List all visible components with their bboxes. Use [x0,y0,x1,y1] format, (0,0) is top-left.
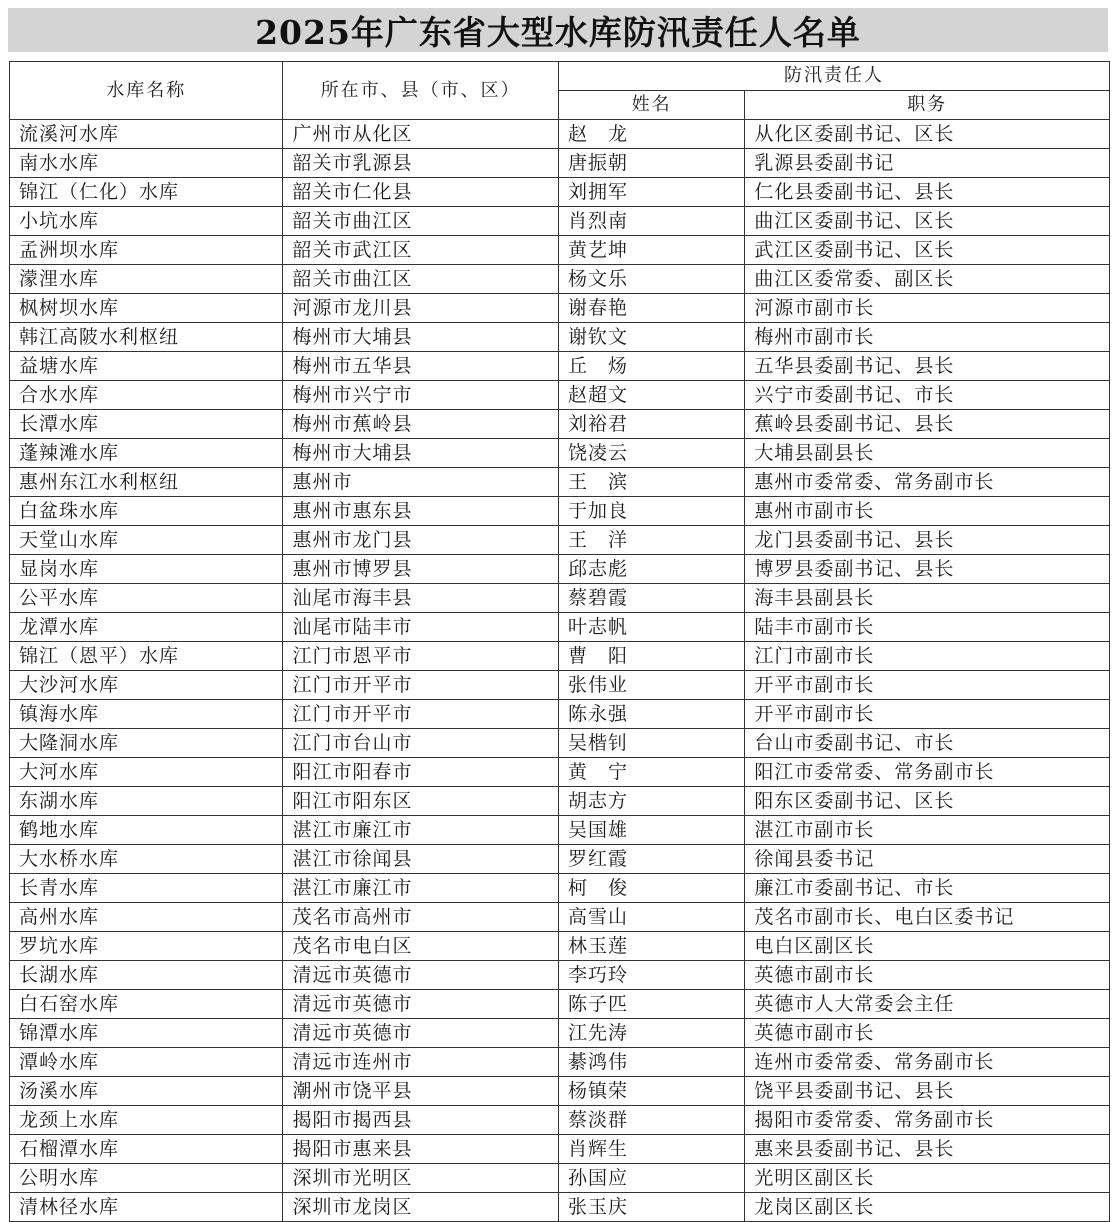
header-location: 所在市、县（市、区） [283,62,559,120]
position-cell: 连州市委常委、常务副市长 [745,1048,1110,1077]
responsible-name-cell: 黄 宁 [558,758,744,787]
reservoir-name-cell: 锦潭水库 [10,1019,283,1048]
responsible-name-cell: 刘裕君 [558,410,744,439]
responsible-name-cell: 陈子匹 [558,990,744,1019]
table-row [10,874,1110,903]
location-cell: 汕尾市陆丰市 [283,613,559,642]
position-cell: 英德市副市长 [745,1019,1110,1048]
responsible-name-cell: 王 洋 [558,526,744,555]
responsible-name-cell: 孙国应 [558,1164,744,1193]
position-cell: 龙岗区副区长 [745,1193,1110,1222]
location-cell: 梅州市五华县 [283,352,559,381]
reservoir-name-cell: 长湖水库 [10,961,283,990]
table-row [10,729,1110,758]
table-row [10,1193,1110,1222]
location-cell: 梅州市大埔县 [283,439,559,468]
position-cell: 电白区副区长 [745,932,1110,961]
position-cell: 江门市副市长 [745,642,1110,671]
reservoir-name-cell: 清林径水库 [10,1193,283,1222]
reservoir-name-cell: 小坑水库 [10,207,283,236]
location-cell: 惠州市 [283,468,559,497]
table-row [10,468,1110,497]
table-row [10,816,1110,845]
header-name: 姓名 [558,91,744,120]
reservoir-name-cell: 孟洲坝水库 [10,236,283,265]
responsible-name-cell: 胡志方 [558,787,744,816]
responsible-name-cell: 叶志帆 [558,613,744,642]
reservoir-name-cell: 汤溪水库 [10,1077,283,1106]
table-row [10,642,1110,671]
table-row [10,613,1110,642]
table-row [10,1048,1110,1077]
responsible-name-cell: 张伟业 [558,671,744,700]
position-cell: 惠州市副市长 [745,497,1110,526]
location-cell: 惠州市龙门县 [283,526,559,555]
reservoir-name-cell: 蓬辣滩水库 [10,439,283,468]
location-cell: 韶关市曲江区 [283,265,559,294]
table-row [10,1164,1110,1193]
reservoir-name-cell: 长潭水库 [10,410,283,439]
location-cell: 韶关市曲江区 [283,207,559,236]
responsible-name-cell: 王 滨 [558,468,744,497]
table-row [10,526,1110,555]
responsible-name-cell: 黄艺坤 [558,236,744,265]
position-cell: 博罗县委副书记、县长 [745,555,1110,584]
responsible-name-cell: 高雪山 [558,903,744,932]
position-cell: 武江区委副书记、区长 [745,236,1110,265]
location-cell: 深圳市光明区 [283,1164,559,1193]
table-row [10,1135,1110,1164]
reservoir-name-cell: 石榴潭水库 [10,1135,283,1164]
table-row [10,410,1110,439]
header-responsible: 防汛责任人 [558,62,1109,91]
reservoir-name-cell: 濛浬水库 [10,265,283,294]
table-row [10,149,1110,178]
position-cell: 开平市副市长 [745,700,1110,729]
reservoir-name-cell: 公平水库 [10,584,283,613]
table-body [10,120,1110,1222]
location-cell: 湛江市廉江市 [283,816,559,845]
responsible-name-cell: 杨镇荣 [558,1077,744,1106]
responsible-name-cell: 曹 阳 [558,642,744,671]
table-row [10,555,1110,584]
table-row [10,961,1110,990]
location-cell: 清远市英德市 [283,990,559,1019]
responsible-name-cell: 丘 炀 [558,352,744,381]
position-cell: 开平市副市长 [745,671,1110,700]
table-row [10,758,1110,787]
table-row [10,584,1110,613]
responsible-name-cell: 吴国雄 [558,816,744,845]
table-row [10,120,1110,149]
responsible-name-cell: 吴楷钊 [558,729,744,758]
position-cell: 徐闻县委书记 [745,845,1110,874]
responsible-name-cell: 李巧玲 [558,961,744,990]
responsible-name-cell: 杨文乐 [558,265,744,294]
table-row [10,497,1110,526]
responsible-name-cell: 綦鸿伟 [558,1048,744,1077]
responsible-name-cell: 林玉莲 [558,932,744,961]
reservoir-name-cell: 镇海水库 [10,700,283,729]
reservoir-name-cell: 益塘水库 [10,352,283,381]
position-cell: 台山市委副书记、市长 [745,729,1110,758]
responsible-name-cell: 蔡碧霞 [558,584,744,613]
table-row [10,700,1110,729]
responsible-name-cell: 蔡淡群 [558,1106,744,1135]
position-cell: 曲江区委常委、副区长 [745,265,1110,294]
location-cell: 梅州市兴宁市 [283,381,559,410]
responsible-name-cell: 唐振朝 [558,149,744,178]
table-row [10,381,1110,410]
position-cell: 仁化县委副书记、县长 [745,178,1110,207]
location-cell: 江门市恩平市 [283,642,559,671]
position-cell: 乳源县委副书记 [745,149,1110,178]
location-cell: 江门市开平市 [283,700,559,729]
location-cell: 深圳市龙岗区 [283,1193,559,1222]
location-cell: 湛江市廉江市 [283,874,559,903]
responsible-name-cell: 谢春艳 [558,294,744,323]
position-cell: 蕉岭县委副书记、县长 [745,410,1110,439]
reservoir-name-cell: 合水水库 [10,381,283,410]
table-row [10,323,1110,352]
reservoir-name-cell: 南水水库 [10,149,283,178]
table-row [10,1077,1110,1106]
responsible-name-cell: 邱志彪 [558,555,744,584]
table-row [10,932,1110,961]
reservoir-name-cell: 公明水库 [10,1164,283,1193]
location-cell: 惠州市惠东县 [283,497,559,526]
position-cell: 惠州市委常委、常务副市长 [745,468,1110,497]
page-title: 2025年广东省大型水库防汛责任人名单 [255,12,861,52]
responsible-name-cell: 罗红霞 [558,845,744,874]
responsible-name-cell: 陈永强 [558,700,744,729]
table-row [10,1106,1110,1135]
reservoir-name-cell: 天堂山水库 [10,526,283,555]
table-row [10,787,1110,816]
location-cell: 揭阳市揭西县 [283,1106,559,1135]
position-cell: 兴宁市委副书记、市长 [745,381,1110,410]
position-cell: 海丰县副县长 [745,584,1110,613]
header-position: 职务 [745,91,1110,120]
reservoir-name-cell: 白盆珠水库 [10,497,283,526]
position-cell: 光明区副区长 [745,1164,1110,1193]
table-row [10,294,1110,323]
location-cell: 梅州市大埔县 [283,323,559,352]
position-cell: 五华县委副书记、县长 [745,352,1110,381]
position-cell: 阳东区委副书记、区长 [745,787,1110,816]
responsible-name-cell: 赵超文 [558,381,744,410]
reservoir-name-cell: 罗坑水库 [10,932,283,961]
position-cell: 大埔县副县长 [745,439,1110,468]
location-cell: 阳江市阳春市 [283,758,559,787]
reservoir-name-cell: 枫树坝水库 [10,294,283,323]
position-cell: 曲江区委副书记、区长 [745,207,1110,236]
location-cell: 梅州市蕉岭县 [283,410,559,439]
location-cell: 韶关市乳源县 [283,149,559,178]
table-row [10,207,1110,236]
reservoir-name-cell: 长青水库 [10,874,283,903]
table-row [10,671,1110,700]
reservoir-name-cell: 锦江（恩平）水库 [10,642,283,671]
location-cell: 揭阳市惠来县 [283,1135,559,1164]
table-row [10,903,1110,932]
position-cell: 梅州市副市长 [745,323,1110,352]
table-row [10,352,1110,381]
reservoir-name-cell: 流溪河水库 [10,120,283,149]
responsible-name-cell: 刘拥军 [558,178,744,207]
reservoir-name-cell: 鹤地水库 [10,816,283,845]
responsible-name-cell: 肖辉生 [558,1135,744,1164]
table-row [10,178,1110,207]
reservoir-name-cell: 锦江（仁化）水库 [10,178,283,207]
location-cell: 韶关市仁化县 [283,178,559,207]
reservoir-name-cell: 显岗水库 [10,555,283,584]
reservoir-name-cell: 高州水库 [10,903,283,932]
responsible-name-cell: 赵 龙 [558,120,744,149]
location-cell: 汕尾市海丰县 [283,584,559,613]
location-cell: 茂名市高州市 [283,903,559,932]
position-cell: 陆丰市副市长 [745,613,1110,642]
reservoir-name-cell: 龙颈上水库 [10,1106,283,1135]
position-cell: 饶平县委副书记、县长 [745,1077,1110,1106]
responsible-name-cell: 谢钦文 [558,323,744,352]
reservoir-name-cell: 东湖水库 [10,787,283,816]
reservoir-name-cell: 大沙河水库 [10,671,283,700]
responsible-name-cell: 张玉庆 [558,1193,744,1222]
position-cell: 从化区委副书记、区长 [745,120,1110,149]
table-row [10,439,1110,468]
location-cell: 清远市英德市 [283,1019,559,1048]
table-row [10,1019,1110,1048]
location-cell: 清远市英德市 [283,961,559,990]
position-cell: 茂名市副市长、电白区委书记 [745,903,1110,932]
responsible-name-cell: 于加良 [558,497,744,526]
reservoir-name-cell: 韩江高陂水利枢纽 [10,323,283,352]
reservoir-name-cell: 大河水库 [10,758,283,787]
responsible-name-cell: 江先涛 [558,1019,744,1048]
location-cell: 广州市从化区 [283,120,559,149]
header-reservoir: 水库名称 [10,62,283,120]
location-cell: 潮州市饶平县 [283,1077,559,1106]
position-cell: 英德市人大常委会主任 [745,990,1110,1019]
location-cell: 江门市开平市 [283,671,559,700]
reservoir-name-cell: 白石窑水库 [10,990,283,1019]
position-cell: 龙门县委副书记、县长 [745,526,1110,555]
position-cell: 揭阳市委常委、常务副市长 [745,1106,1110,1135]
location-cell: 湛江市徐闻县 [283,845,559,874]
position-cell: 英德市副市长 [745,961,1110,990]
location-cell: 江门市台山市 [283,729,559,758]
table-row [10,845,1110,874]
location-cell: 惠州市博罗县 [283,555,559,584]
title-banner [8,8,1108,52]
reservoir-name-cell: 潭岭水库 [10,1048,283,1077]
responsible-name-cell: 肖烈南 [558,207,744,236]
responsible-name-cell: 柯 俊 [558,874,744,903]
location-cell: 河源市龙川县 [283,294,559,323]
reservoir-name-cell: 大水桥水库 [10,845,283,874]
location-cell: 茂名市电白区 [283,932,559,961]
table-row [10,990,1110,1019]
responsible-name-cell: 饶凌云 [558,439,744,468]
position-cell: 阳江市委常委、常务副市长 [745,758,1110,787]
table-row [10,265,1110,294]
reservoir-name-cell: 大隆洞水库 [10,729,283,758]
position-cell: 惠来县委副书记、县长 [745,1135,1110,1164]
reservoir-name-cell: 惠州东江水利枢纽 [10,468,283,497]
flood-responsibility-table [9,61,1110,1222]
location-cell: 清远市连州市 [283,1048,559,1077]
location-cell: 阳江市阳东区 [283,787,559,816]
table-row [10,236,1110,265]
location-cell: 韶关市武江区 [283,236,559,265]
position-cell: 湛江市副市长 [745,816,1110,845]
position-cell: 廉江市委副书记、市长 [745,874,1110,903]
reservoir-name-cell: 龙潭水库 [10,613,283,642]
position-cell: 河源市副市长 [745,294,1110,323]
